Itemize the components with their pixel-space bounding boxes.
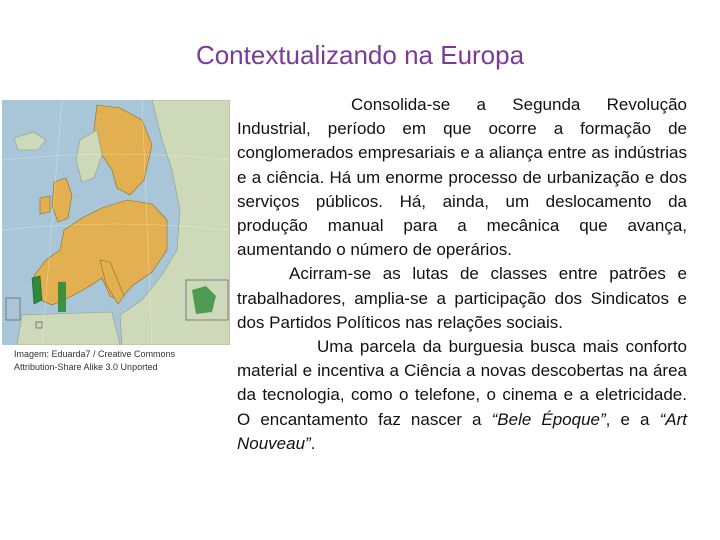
body-text (237, 93, 687, 456)
paragraph-3-mid: , e a (605, 409, 660, 429)
bele-epoque-term: “Bele Époque” (491, 409, 606, 429)
slide-title: Contextualizando na Europa (195, 40, 525, 70)
paragraph-1: Consolida-se a Segunda Revolução Industrial, período em que ocorre a formação de conglomerados empresariais e a aliança entre as indústrias e a ciência. Há um enorme processo de urbanização e dos serviços públicos. Há, ainda, um deslocamento da produção manual para a mecânica que avança, aumentando o número de operários. (237, 95, 687, 260)
credit-line-2: Attribution-Share Alike 3.0 Unported (14, 362, 158, 372)
paragraph-3 (237, 335, 687, 456)
europe-map (2, 100, 230, 345)
paragraph-2: Acirram-se as lutas de classes entre patrões e trabalhadores, amplia-se a participação dos Sindicatos e dos Partidos Políticos nas relações sociais. (237, 264, 687, 332)
paragraph-3-end: . (310, 433, 316, 453)
credit-line-1: Imagem: Eduarda7 / Creative Commons (14, 349, 176, 359)
art-nouveau-term: “Art Nouveau” (237, 409, 687, 453)
image-credit (14, 348, 224, 374)
europe-map-drawing (2, 100, 230, 345)
paragraph-3-start: Uma parcela da burguesia busca mais conforto material e incentiva a Ciência a novas descobertas na área da tecnologia, como o telefone, o cinema e a eletricidade. O encantamento faz nascer a (237, 337, 687, 429)
